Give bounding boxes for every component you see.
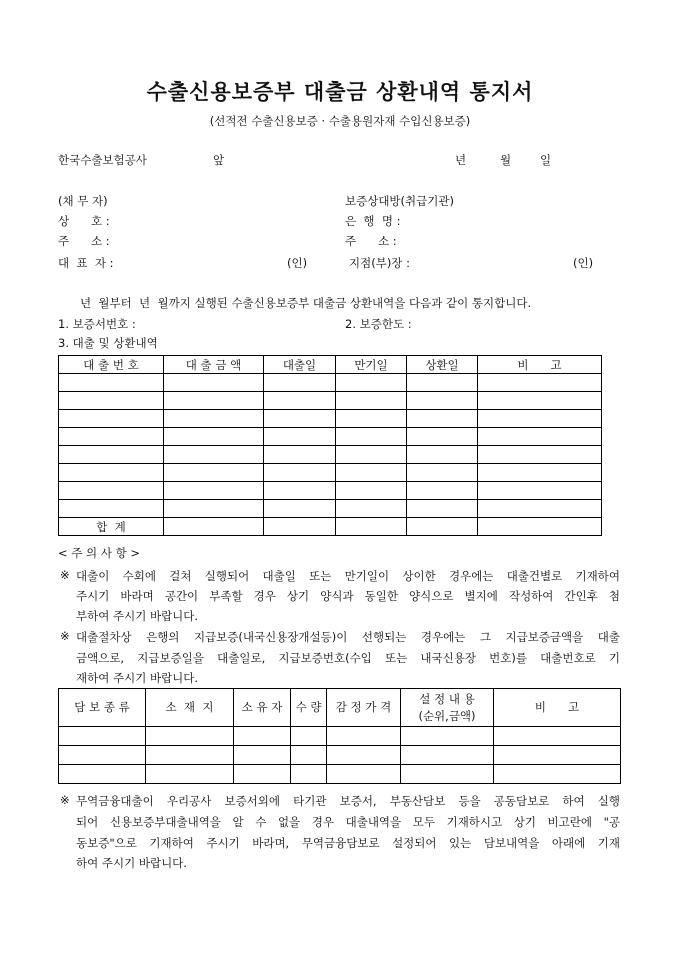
table-cell[interactable] bbox=[59, 765, 146, 784]
table-cell[interactable] bbox=[478, 482, 602, 500]
table-cell[interactable] bbox=[264, 392, 336, 410]
table-cell[interactable] bbox=[264, 482, 336, 500]
column-header: 만기일 bbox=[336, 356, 407, 374]
table-row bbox=[59, 765, 621, 784]
counterparty-branch-label: 지점(부)장 : bbox=[349, 256, 410, 270]
table-cell[interactable] bbox=[478, 446, 602, 464]
column-header: 대 출 금 액 bbox=[164, 356, 264, 374]
table-cell[interactable] bbox=[264, 500, 336, 518]
table-cell[interactable] bbox=[264, 446, 336, 464]
caution-3-line-4: 하여 주시기 바랍니다. bbox=[76, 856, 187, 870]
table-cell[interactable] bbox=[164, 428, 264, 446]
caution-2-line-2: 금액으로, 지급보증일을 대출일로, 지급보증번호(수입 또는 내국신용장 번호)를 대출번호로 기 bbox=[76, 651, 620, 665]
table-cell[interactable] bbox=[264, 410, 336, 428]
table-cell[interactable] bbox=[336, 500, 407, 518]
debtor-seal: (인) bbox=[287, 256, 308, 270]
caution-3-line-1: 무역금융대출이 우리공사 보증서외에 타기관 보증서, 부동산담보 등을 공동담보로 하여 실행 bbox=[76, 794, 620, 808]
column-header: 감 정 가 격 bbox=[327, 689, 401, 727]
table-row bbox=[59, 500, 602, 518]
table-cell[interactable] bbox=[494, 727, 621, 746]
table-cell[interactable] bbox=[336, 464, 407, 482]
table-cell[interactable] bbox=[478, 428, 602, 446]
table-cell[interactable] bbox=[234, 765, 291, 784]
table-cell[interactable] bbox=[164, 392, 264, 410]
table-cell[interactable] bbox=[327, 727, 401, 746]
column-header bbox=[401, 689, 494, 727]
table-row bbox=[59, 374, 602, 392]
table-cell[interactable] bbox=[407, 500, 478, 518]
table-cell[interactable] bbox=[59, 746, 146, 765]
table-cell[interactable] bbox=[146, 746, 234, 765]
table-cell[interactable] bbox=[336, 482, 407, 500]
caution-2-line-1: 대출절차상 은행의 지급보증(내국신용장개설등)이 선행되는 경우에는 그 지급보증금액을 대출 bbox=[76, 630, 620, 644]
table-cell[interactable] bbox=[327, 746, 401, 765]
reference-mark: ※ bbox=[60, 568, 70, 582]
column-header: 소 재 지 bbox=[146, 689, 234, 727]
column-header: 대 출 번 호 bbox=[59, 356, 164, 374]
notice-sentence: 년 월부터 년 월까지 실행된 수출신용보증부 대출금 상환내역을 다음과 같이 통지합니다. bbox=[80, 296, 532, 310]
table-cell[interactable] bbox=[336, 518, 407, 536]
table-cell[interactable] bbox=[264, 518, 336, 536]
table-cell[interactable] bbox=[146, 765, 234, 784]
table-cell[interactable] bbox=[59, 428, 164, 446]
table-cell[interactable] bbox=[264, 374, 336, 392]
table-row bbox=[59, 727, 621, 746]
caution-1-line-1: 대출이 수회에 걸쳐 실행되어 대출일 또는 만기일이 상이한 경우에는 대출건별로 기재하여 bbox=[76, 569, 620, 583]
guarantee-limit-label: 2. 보증한도 : bbox=[345, 317, 412, 331]
guarantee-number-label: 1. 보증서번호 : bbox=[58, 317, 136, 331]
table-cell[interactable] bbox=[164, 464, 264, 482]
table-cell[interactable] bbox=[407, 428, 478, 446]
table-row bbox=[59, 464, 602, 482]
cautions-heading: < 주 의 사 항 > bbox=[58, 546, 140, 560]
column-header: 소 유 자 bbox=[234, 689, 291, 727]
table-cell[interactable] bbox=[407, 392, 478, 410]
date-year: 년 bbox=[455, 153, 467, 167]
debtor-name-label: 상 호 : bbox=[58, 214, 110, 228]
table-cell[interactable] bbox=[164, 482, 264, 500]
total-label: 합 계 bbox=[59, 518, 164, 536]
table-cell[interactable] bbox=[291, 727, 327, 746]
counterparty-heading: 보증상대방(취급기관) bbox=[345, 194, 454, 208]
column-header: 비 고 bbox=[494, 689, 621, 727]
caution-2-line-3: 재하여 주시기 바랍니다. bbox=[76, 671, 199, 685]
date-day: 일 bbox=[540, 153, 552, 167]
table-header-row bbox=[59, 689, 621, 727]
table-cell[interactable] bbox=[478, 500, 602, 518]
table-row bbox=[59, 428, 602, 446]
table-cell[interactable] bbox=[478, 392, 602, 410]
total-row bbox=[59, 518, 602, 536]
table-row bbox=[59, 392, 602, 410]
table-cell[interactable] bbox=[59, 727, 146, 746]
document-subtitle: (선적전 수출신용보증 · 수출용원자재 수입신용보증) bbox=[209, 114, 471, 128]
table-cell[interactable] bbox=[407, 410, 478, 428]
reference-mark: ※ bbox=[60, 629, 70, 643]
table-cell[interactable] bbox=[407, 518, 478, 536]
document-title: 수출신용보증부 대출금 상환내역 통지서 bbox=[146, 79, 534, 104]
date-month: 월 bbox=[500, 153, 512, 167]
column-header: 상환일 bbox=[407, 356, 478, 374]
header-line: 설 정 내 용 bbox=[419, 691, 475, 706]
table-cell[interactable] bbox=[291, 765, 327, 784]
table-cell[interactable] bbox=[336, 374, 407, 392]
caution-3-line-3: 동보증"으로 기재하여 주시기 바라며, 무역금융담보로 설정되어 있는 담보내역을 아래에 기재 bbox=[76, 836, 620, 850]
loan-section-heading: 3. 대출 및 상환내역 bbox=[58, 336, 158, 350]
caution-1-line-2: 주시기 바라며 공간이 부족할 경우 상기 양식과 동일한 양식으로 별지에 작성하여 간인후 첨 bbox=[76, 589, 620, 603]
table-cell[interactable] bbox=[164, 500, 264, 518]
table-cell[interactable] bbox=[407, 374, 478, 392]
table-cell[interactable] bbox=[164, 374, 264, 392]
column-header: 대출일 bbox=[264, 356, 336, 374]
table-cell[interactable] bbox=[401, 727, 494, 746]
table-cell[interactable] bbox=[478, 410, 602, 428]
table-row bbox=[59, 482, 602, 500]
header-line: (순위,금액) bbox=[418, 708, 476, 723]
table-cell[interactable] bbox=[407, 446, 478, 464]
table-cell[interactable] bbox=[59, 374, 164, 392]
table-cell[interactable] bbox=[336, 392, 407, 410]
table-cell[interactable] bbox=[494, 746, 621, 765]
table-row bbox=[59, 746, 621, 765]
table-cell[interactable] bbox=[164, 518, 264, 536]
counterparty-address-label: 주 소 : bbox=[345, 234, 397, 248]
table-cell[interactable] bbox=[164, 410, 264, 428]
table-cell[interactable] bbox=[234, 746, 291, 765]
reference-mark: ※ bbox=[60, 793, 70, 807]
table-cell[interactable] bbox=[291, 746, 327, 765]
table-cell[interactable] bbox=[401, 765, 494, 784]
counterparty-seal: (인) bbox=[573, 256, 594, 270]
column-header: 담 보 종 류 bbox=[59, 689, 146, 727]
table-cell[interactable] bbox=[407, 482, 478, 500]
table-cell[interactable] bbox=[407, 464, 478, 482]
table-cell[interactable] bbox=[59, 446, 164, 464]
table-cell[interactable] bbox=[59, 410, 164, 428]
table-cell[interactable] bbox=[59, 392, 164, 410]
counterparty-bank-label: 은 행 명 : bbox=[345, 214, 401, 228]
addressee: 한국수출보험공사 bbox=[58, 153, 147, 167]
table-cell[interactable] bbox=[478, 374, 602, 392]
table-cell[interactable] bbox=[327, 765, 401, 784]
table-row bbox=[59, 410, 602, 428]
table-cell[interactable] bbox=[59, 464, 164, 482]
caution-3-line-2: 되어 신용보증부대출내역을 알 수 없을 경우 대출내역을 모두 기재하시고 상기 비고란에 "공 bbox=[76, 815, 620, 829]
table-cell[interactable] bbox=[494, 765, 621, 784]
debtor-address-label: 주 소 : bbox=[58, 234, 110, 248]
table-cell[interactable] bbox=[264, 464, 336, 482]
table-cell[interactable] bbox=[234, 727, 291, 746]
addressee-suffix: 앞 bbox=[213, 153, 225, 167]
debtor-heading: (채 무 자) bbox=[58, 194, 108, 208]
collateral-table bbox=[58, 688, 621, 784]
table-row bbox=[59, 446, 602, 464]
column-header: 비 고 bbox=[478, 356, 602, 374]
table-cell[interactable] bbox=[336, 446, 407, 464]
table-cell[interactable] bbox=[164, 446, 264, 464]
debtor-rep-label: 대 표 자 : bbox=[58, 256, 114, 270]
loan-repayment-table bbox=[58, 355, 602, 536]
table-cell[interactable] bbox=[478, 518, 602, 536]
table-cell[interactable] bbox=[401, 746, 494, 765]
column-header: 수 량 bbox=[291, 689, 327, 727]
table-cell[interactable] bbox=[146, 727, 234, 746]
table-cell[interactable] bbox=[59, 500, 164, 518]
caution-1-line-3: 부하여 주시기 바랍니다. bbox=[76, 609, 199, 623]
table-cell[interactable] bbox=[336, 428, 407, 446]
table-cell[interactable] bbox=[336, 410, 407, 428]
table-cell[interactable] bbox=[264, 428, 336, 446]
table-cell[interactable] bbox=[478, 464, 602, 482]
table-cell[interactable] bbox=[59, 482, 164, 500]
table-header-row bbox=[59, 356, 602, 374]
